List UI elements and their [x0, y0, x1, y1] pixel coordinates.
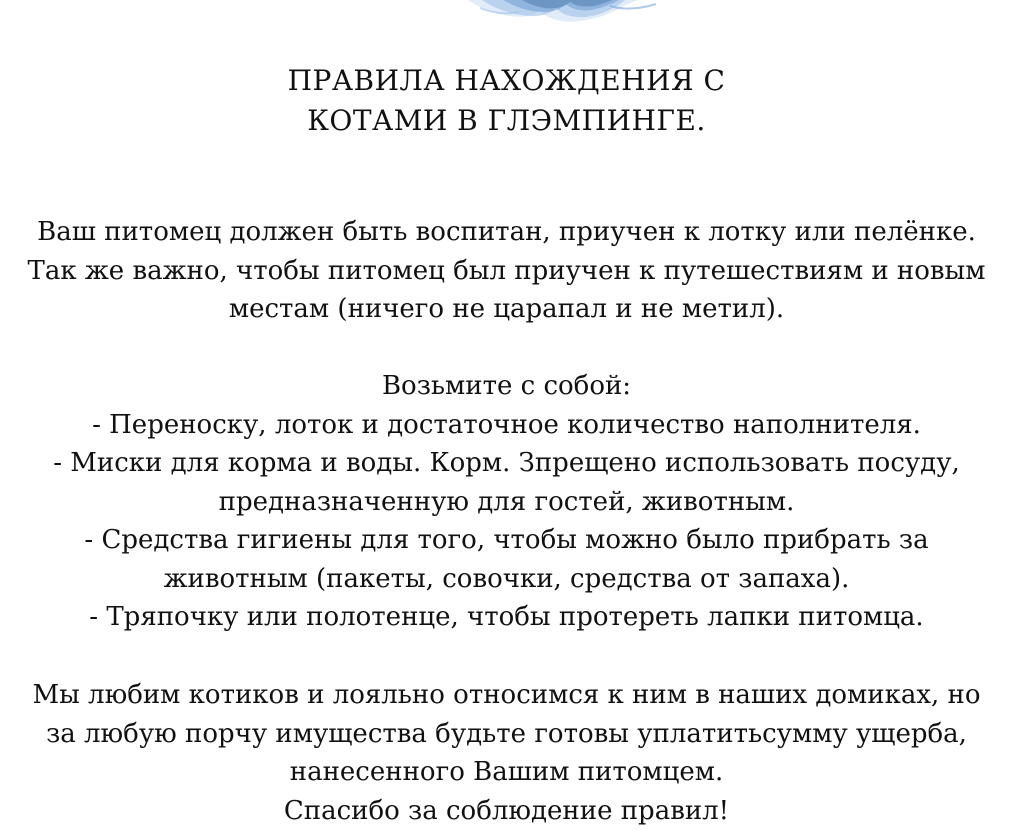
intro-paragraph	[0, 213, 1013, 329]
checklist-line-3: предназначенную для гостей, животным.	[0, 483, 1013, 522]
checklist-line-2: - Миски для корма и воды. Корм. Зпрещено использовать посуду,	[0, 444, 1013, 483]
checklist-line-6: - Тряпочку или полотенце, чтобы протереть лапки питомца.	[0, 598, 1013, 637]
intro-line-1: Ваш питомец должен быть воспитан, приучен к лотку или пелёнке.	[0, 213, 1013, 252]
title-line-1: ПРАВИЛА НАХОЖДЕНИЯ С	[0, 61, 1013, 101]
checklist-heading: Возьмите с собой:	[0, 367, 1013, 406]
checklist-line-1: - Переноску, лоток и достаточное количество наполнителя.	[0, 406, 1013, 445]
closing-line-1: Мы любим котиков и лояльно относимся к ним в наших домиках, но	[0, 676, 1013, 715]
logo-emblem	[460, 0, 670, 24]
checklist-line-4: - Средства гигиены для того, чтобы можно было прибрать за	[0, 521, 1013, 560]
watercolor-emblem-icon	[460, 0, 670, 24]
intro-line-3: местам (ничего не царапал и не метил).	[0, 290, 1013, 329]
closing-line-2: за любую порчу имущества будьте готовы уплатитьсумму ущерба,	[0, 715, 1013, 754]
closing-paragraph	[0, 676, 1013, 830]
page-title	[0, 61, 1013, 141]
closing-line-3: нанесенного Вашим питомцем.	[0, 753, 1013, 792]
checklist-section	[0, 367, 1013, 637]
closing-line-4: Спасибо за соблюдение правил!	[0, 792, 1013, 830]
checklist-line-5: животным (пакеты, совочки, средства от запаха).	[0, 560, 1013, 599]
title-line-2: КОТАМИ В ГЛЭМПИНГЕ.	[0, 101, 1013, 141]
intro-line-2: Так же важно, чтобы питомец был приучен к путешествиям и новым	[0, 252, 1013, 291]
